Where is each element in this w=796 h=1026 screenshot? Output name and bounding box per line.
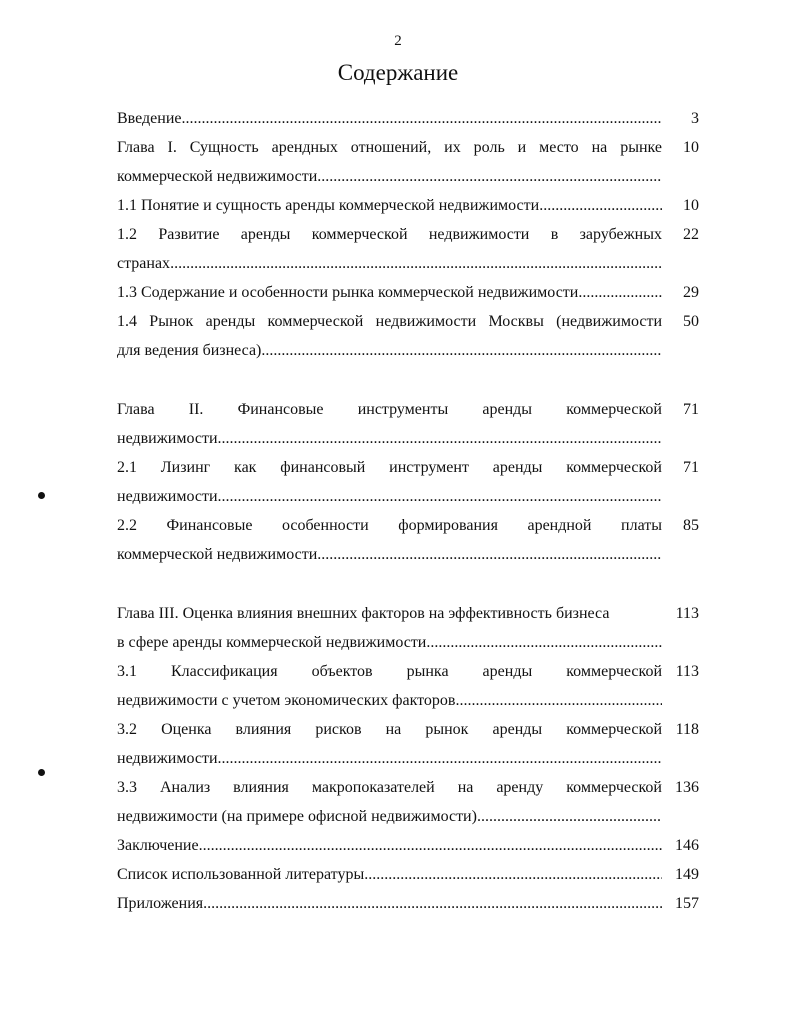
toc-entry-title: 1.2 Развитие аренды коммерческой недвижимости в зарубежных (117, 226, 662, 243)
toc-entry-section-1-2 (117, 220, 699, 278)
section-gap (117, 365, 699, 395)
dot-leader (117, 802, 662, 831)
dot-leader (117, 744, 662, 773)
toc-entry-title: Глава II. Финансовые инструменты аренды коммерческой (117, 401, 662, 418)
toc-entry-section-3-3 (117, 773, 699, 831)
toc-page-number: 113 (675, 605, 699, 622)
toc-entry-title: Список использованной литературы (117, 866, 365, 883)
toc-entry-title: Глава III. Оценка влияния внешних факторов на эффективность бизнеса (117, 605, 610, 622)
dot-leader (117, 424, 662, 453)
toc-entry-title-continued: коммерческой недвижимости (117, 546, 318, 563)
dot-leader (117, 831, 662, 860)
toc-entry-title-continued: в сфере аренды коммерческой недвижимости (117, 634, 427, 651)
toc-entry-title-continued: для ведения бизнеса) (117, 342, 262, 359)
page-number: 2 (394, 33, 402, 49)
dot-leader (117, 482, 662, 511)
toc-entry-chapter-2 (117, 395, 699, 453)
toc-entry-chapter-3 (117, 599, 699, 657)
dot-leader (117, 278, 662, 307)
toc-entry-title: Введение (117, 110, 182, 127)
toc-page-number: 3 (691, 110, 699, 127)
toc-page-number: 71 (683, 401, 699, 418)
toc-entry-title-continued: недвижимости с учетом экономических факторов (117, 692, 456, 709)
toc-entry-section-1-3 (117, 278, 699, 307)
dot-leader (117, 104, 662, 133)
toc-entry-title-continued: недвижимости (117, 430, 218, 447)
toc-entry-title: 2.2 Финансовые особенности формирования арендной платы (117, 517, 662, 534)
toc-page-number: 149 (675, 866, 699, 883)
toc-page-number: 118 (675, 721, 699, 738)
toc-page-number: 157 (675, 895, 699, 912)
toc-entry-title: 2.1 Лизинг как финансовый инструмент аренды коммерческой (117, 459, 662, 476)
toc-entry-title-continued: коммерческой недвижимости (117, 168, 318, 185)
toc-entry-title: Приложения (117, 895, 204, 912)
toc-page-number: 22 (683, 226, 699, 243)
toc-entry-references (117, 860, 699, 889)
dot-leader (117, 336, 662, 365)
toc-entry-title-continued: странах (117, 255, 171, 272)
toc-page-number: 29 (683, 284, 699, 301)
dot-leader (117, 889, 662, 918)
toc-entry-intro (117, 104, 699, 133)
toc-entry-title: 3.1 Классификация объектов рынка аренды коммерческой (117, 663, 662, 680)
dot-leader (117, 686, 662, 715)
toc-entry-title-continued: недвижимости (на примере офисной недвижимости) (117, 808, 477, 825)
toc-entry-title-continued: недвижимости (117, 750, 218, 767)
scan-speck (38, 492, 45, 499)
scan-speck (38, 769, 45, 776)
toc-entry-conclusion (117, 831, 699, 860)
table-of-contents (117, 104, 699, 918)
dot-leader (117, 860, 662, 889)
toc-entry-section-2-2 (117, 511, 699, 569)
dot-leader (117, 191, 662, 220)
toc-entry-title: Заключение (117, 837, 199, 854)
toc-entry-title: 3.2 Оценка влияния рисков на рынок аренды коммерческой (117, 721, 662, 738)
toc-page-number: 71 (683, 459, 699, 476)
toc-entry-appendices (117, 889, 699, 918)
toc-page-number: 10 (683, 139, 699, 156)
toc-entry-title: 1.3 Содержание и особенности рынка коммерческой недвижимости (117, 284, 579, 301)
toc-page-number: 50 (683, 313, 699, 330)
toc-entry-section-2-1 (117, 453, 699, 511)
toc-page-number: 136 (675, 779, 699, 796)
dot-leader (117, 249, 662, 278)
dot-leader (117, 628, 662, 657)
dot-leader (117, 162, 662, 191)
toc-entry-section-3-1 (117, 657, 699, 715)
toc-entry-title: Глава I. Сущность арендных отношений, их роль и место на рынке (117, 139, 662, 156)
toc-entry-title-continued: недвижимости (117, 488, 218, 505)
toc-entry-title: 3.3 Анализ влияния макропоказателей на аренду коммерческой (117, 779, 662, 796)
toc-entry-section-1-4 (117, 307, 699, 365)
toc-entry-title: 1.1 Понятие и сущность аренды коммерческой недвижимости (117, 197, 540, 214)
toc-page-number: 10 (683, 197, 699, 214)
toc-page-number: 113 (675, 663, 699, 680)
toc-entry-chapter-1 (117, 133, 699, 191)
section-gap (117, 569, 699, 599)
toc-entry-title: 1.4 Рынок аренды коммерческой недвижимости Москвы (недвижимости (117, 313, 662, 330)
page-title: Содержание (337, 60, 459, 85)
dot-leader (117, 540, 662, 569)
toc-entry-section-3-2 (117, 715, 699, 773)
toc-page-number: 146 (675, 837, 699, 854)
toc-entry-section-1-1 (117, 191, 699, 220)
toc-page-number: 85 (683, 517, 699, 534)
